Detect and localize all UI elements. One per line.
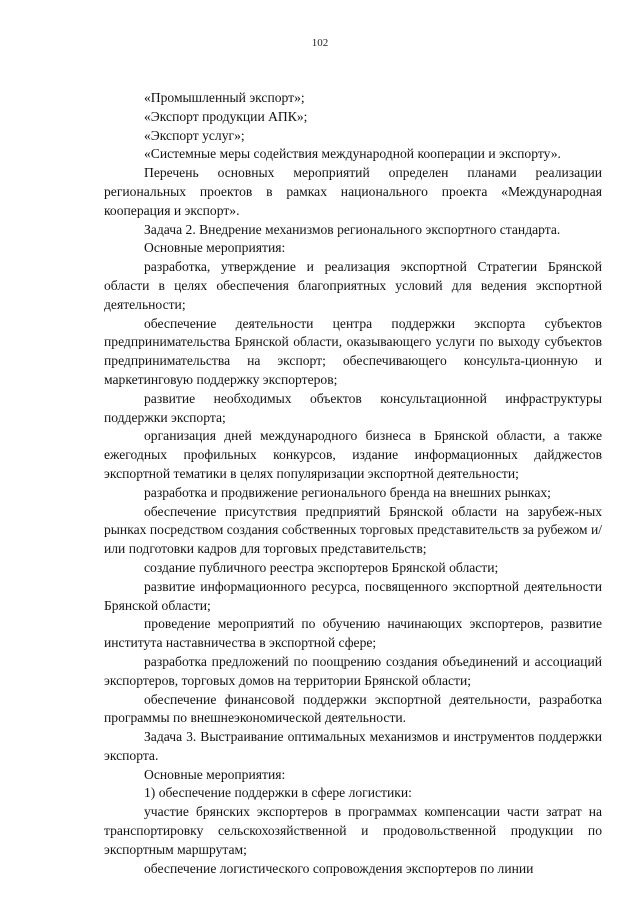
paragraph-16: проведение мероприятий по обучению начинающих экспортеров, развитие института наставничества в экспортной сфере; <box>104 616 602 651</box>
paragraph-13: обеспечение присутствия предприятий Брянской области на зарубеж-ных рынках посредством создания собственных торговых представительств за рубежом и/или подготовки кадров для торговых представительств; <box>104 503 602 557</box>
page-number: 102 <box>311 37 329 49</box>
paragraph-12: разработка и продвижение регионального бренда на внешних рынках; <box>144 484 551 500</box>
paragraph-9: обеспечение деятельности центра поддержки экспорта субъектов предпринимательства Брянской области, оказывающего услуги по выходу субъектов предпринимательства на экспорт; обеспечивающего консульта-ционную и маркетинговую поддержку экспортеров; <box>104 315 602 387</box>
paragraph-3: «Экспорт услуг»; <box>144 127 245 143</box>
paragraph-17: разработка предложений по поощрению создания объединений и ассоциаций экспортеров, торговых домов на территории Брянской области; <box>104 653 602 688</box>
paragraph-20: Основные мероприятия: <box>144 766 286 782</box>
paragraph-1: «Промышленный экспорт»; <box>144 90 305 105</box>
paragraph-15: развитие информационного ресурса, посвященного экспортной деятельности Брянской области; <box>104 578 602 613</box>
paragraph-19: Задача 3. Выстраивание оптимальных механизмов и инструментов поддержки экспорта. <box>104 729 602 763</box>
paragraph-14: создание публичного реестра экспортеров Брянской области; <box>144 559 499 575</box>
paragraph-6: Задача 2. Внедрение механизмов регионального экспортного стандарта. <box>144 221 561 237</box>
paragraph-11: организация дней международного бизнеса в Брянской области, а также ежегодных профильных конкурсов, издание информационных дайджестов экспортной тематики в целях популяризации экспортной деятельности; <box>104 428 602 481</box>
paragraph-21: 1) обеспечение поддержки в сфере логистики: <box>144 785 412 801</box>
paragraph-8: разработка, утверждение и реализация экспортной Стратегии Брянской области в целях обеспечения благоприятных условий для ведения экспортной деятельности; <box>104 259 602 312</box>
paragraph-7: Основные мероприятия: <box>144 240 286 256</box>
paragraph-4: «Системные меры содействия международной кооперации и экспорту». <box>144 146 561 162</box>
paragraph-22: участие брянских экспортеров в программах компенсации части затрат на транспортировку сельскохозяйственной и продовольственной продукции по экспортным маршрутам; <box>104 804 602 857</box>
paragraph-10: развитие необходимых объектов консультационной инфраструктуры поддержки экспорта; <box>104 390 602 425</box>
paragraph-18: обеспечение финансовой поддержки экспортной деятельности, разработка программы по внешнеэкономической деятельности. <box>104 691 602 726</box>
paragraph-23: обеспечение логистического сопровождения экспортеров по линии <box>144 860 534 876</box>
paragraph-2: «Экспорт продукции АПК»; <box>144 108 308 124</box>
paragraph-5: Перечень основных мероприятий определен планами реализации региональных проектов в рамках национального проекта «Международная кооперация и экспорт». <box>104 165 602 218</box>
page-body <box>104 89 602 878</box>
